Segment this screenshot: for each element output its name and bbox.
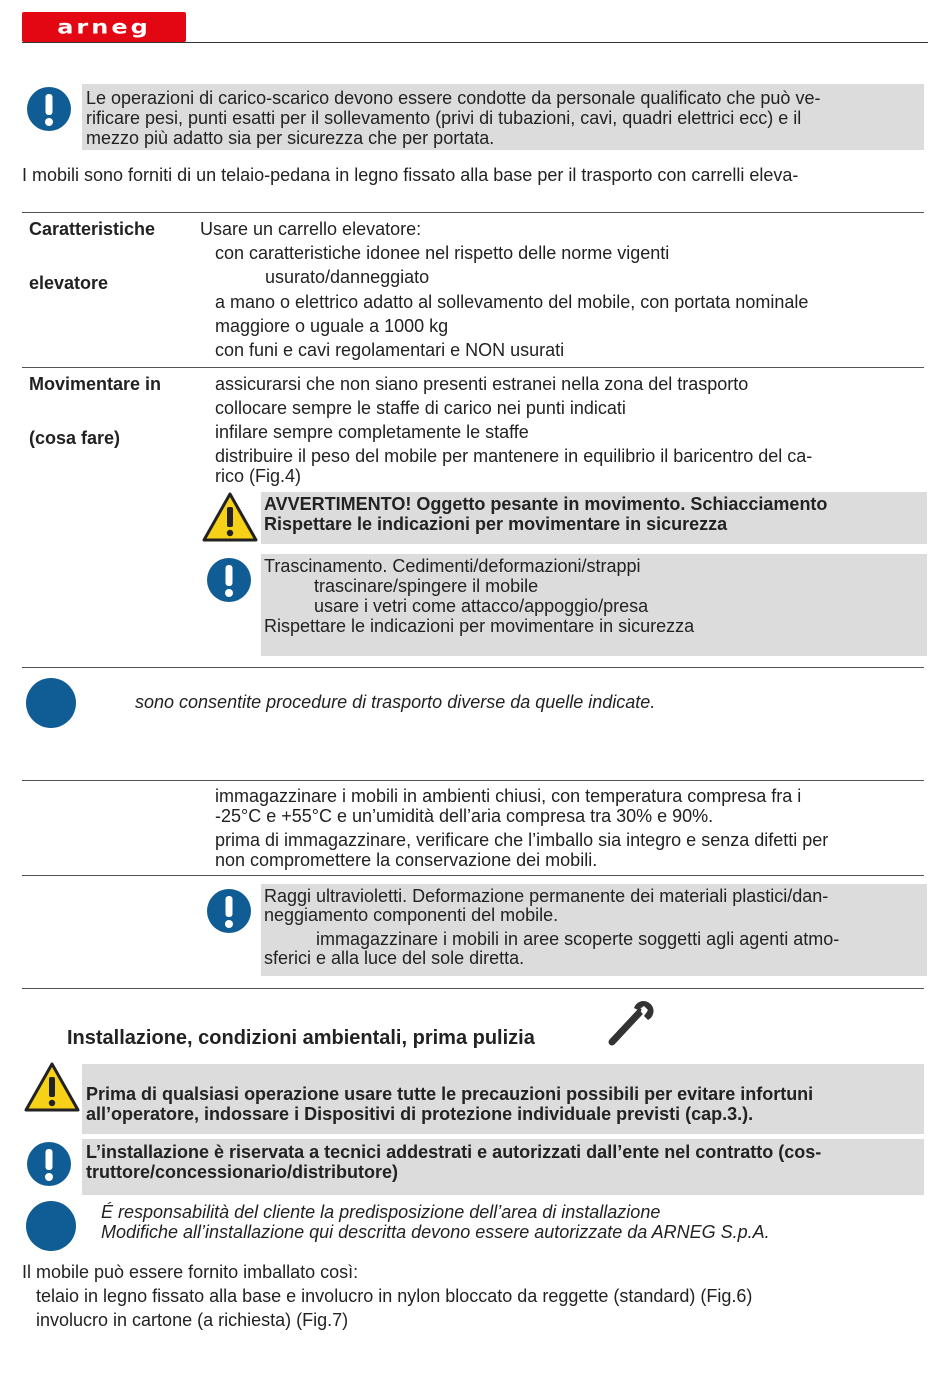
info-dot-icon <box>26 678 76 728</box>
list-item: collocare sempre le staffe di carico nei punti indicati <box>215 398 626 418</box>
caution-box <box>261 554 927 656</box>
row-label: Movimentare in <box>29 374 162 394</box>
install-caution-box <box>82 1139 924 1195</box>
install-warning-box <box>82 1064 924 1134</box>
list-item: con funi e cavi regolamentari e NON usurati <box>215 340 565 360</box>
list-item: infilare sempre completamente le staffe <box>215 422 529 442</box>
caution-line: Rispettare le indicazioni per movimentare in sicurezza <box>264 616 695 636</box>
list-item-line: rico (Fig.4) <box>215 466 302 486</box>
mandatory-exclamation-icon <box>206 557 252 603</box>
table-divider <box>22 875 924 876</box>
info-line: É responsabilità del cliente la predisposizione dell’area di installazione <box>101 1202 661 1222</box>
caution-line: usare i vetri come attacco/appoggio/presa <box>314 596 649 616</box>
list-item: telaio in legno fissato alla base e involucro in nylon bloccato da reggette (standard) (Fig.6) <box>36 1286 753 1306</box>
warning-line: Rispettare le indicazioni per movimentare in sicurezza <box>264 514 728 534</box>
table-divider <box>22 988 924 989</box>
supply-intro: Il mobile può essere fornito imballato così: <box>22 1262 359 1282</box>
info-line: Modifiche all’installazione qui descritta devono essere autorizzate da ARNEG S.p.A. <box>101 1222 770 1242</box>
section-heading: Usare un carrello elevatore: <box>200 219 422 239</box>
paragraph-line: prima di immagazzinare, verificare che l’imballo sia integro e senza difetti per <box>215 830 829 850</box>
row-label: (cosa fare) <box>29 428 121 448</box>
caution-line: Raggi ultravioletti. Deformazione permanente dei materiali plastici/dan- <box>264 886 829 906</box>
paragraph-line: -25°C e +55°C e un’umidità dell’aria compresa tra 30% e 90%. <box>215 806 714 826</box>
table-divider <box>22 667 924 668</box>
notice-box <box>82 84 924 150</box>
notice-line: Le operazioni di carico-scarico devono essere condotte da personale qualificato che può ve- <box>86 88 821 108</box>
list-item: maggiore o uguale a 1000 kg <box>215 316 449 336</box>
row-label: Caratteristiche <box>29 219 156 239</box>
intro-text: I mobili sono forniti di un telaio-pedana in legno fissato alla base per il trasporto con carrelli eleva- <box>22 165 799 185</box>
paragraph-line: non compromettere la conservazione dei mobili. <box>215 850 598 870</box>
storage-paragraph <box>215 786 801 826</box>
row-label: elevatore <box>29 273 109 293</box>
table-divider <box>22 367 924 368</box>
warning-triangle-icon <box>202 492 258 542</box>
list-item: assicurarsi che non siano presenti estranei nella zona del trasporto <box>215 374 749 394</box>
warning-line: Prima di qualsiasi operazione usare tutte le precauzioni possibili per evitare infortuni <box>86 1084 814 1104</box>
warning-line: AVVERTIMENTO! Oggetto pesante in movimento. Schiacciamento <box>264 494 828 514</box>
paragraph-line: immagazzinare i mobili in ambienti chiusi, con temperatura compresa fra i <box>215 786 802 806</box>
caution-line: truttore/concessionario/distributore) <box>86 1162 399 1182</box>
header-divider <box>22 42 928 43</box>
notice-line: mezzo più adatto sia per sicurezza che per portata. <box>86 128 495 148</box>
list-item <box>215 446 812 486</box>
arneg-logo <box>22 12 186 42</box>
mandatory-exclamation-icon <box>206 888 252 934</box>
logo-text: arneg <box>57 15 151 39</box>
notice-line: rificare pesi, punti esatti per il sollevamento (privi di tubazioni, cavi, quadri elettrici ecc) e il <box>86 108 802 128</box>
warning-box <box>261 492 927 544</box>
caution-line: Trascinamento. Cedimenti/deformazioni/strappi <box>264 556 641 576</box>
list-item: involucro in cartone (a richiesta) (Fig.7) <box>36 1310 349 1330</box>
list-item-line: distribuire il peso del mobile per mantenere in equilibrio il baricentro del ca- <box>215 446 813 466</box>
section-title: Installazione, condizioni ambientali, prima pulizia <box>67 1027 535 1049</box>
warning-triangle-icon <box>24 1062 80 1112</box>
caution-line: immagazzinare i mobili in aree scoperte soggetti agli agenti atmo- <box>316 929 840 949</box>
mandatory-exclamation-icon <box>26 1141 72 1187</box>
wrench-icon <box>604 998 656 1048</box>
info-text: sono consentite procedure di trasporto diverse da quelle indicate. <box>135 692 656 712</box>
install-info <box>101 1202 770 1242</box>
list-item: con caratteristiche idonee nel rispetto delle norme vigenti <box>215 243 670 263</box>
warning-line: all’operatore, indossare i Dispositivi di protezione individuale previsti (cap.3.). <box>86 1104 754 1124</box>
caution-line: sferici e alla luce del sole diretta. <box>264 948 525 968</box>
table-divider <box>22 780 924 781</box>
list-item: a mano o elettrico adatto al sollevamento del mobile, con portata nominale <box>215 292 809 312</box>
mandatory-exclamation-icon <box>26 86 72 132</box>
info-dot-icon <box>26 1201 76 1251</box>
caution-line: neggiamento componenti del mobile. <box>264 905 559 925</box>
list-item: usurato/danneggiato <box>265 267 430 287</box>
storage-paragraph <box>215 830 828 870</box>
caution-line: trascinare/spingere il mobile <box>314 576 539 596</box>
uv-caution-box <box>261 884 927 976</box>
table-divider <box>22 212 924 213</box>
caution-line: L’installazione è riservata a tecnici addestrati e autorizzati dall’ente nel contratto (cos- <box>86 1142 822 1162</box>
